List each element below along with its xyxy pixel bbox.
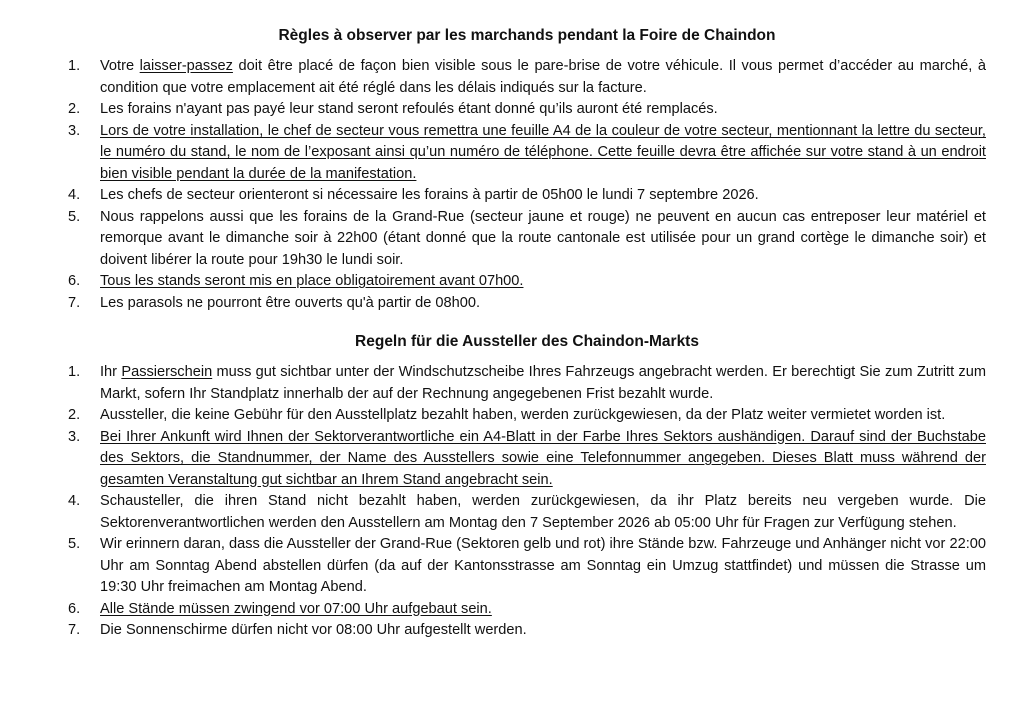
french-rule-6 bbox=[68, 271, 986, 293]
rule-text: Nous rappelons aussi que les forains de la Grand-Rue (secteur jaune et rouge) ne peuvent en aucun cas entreposer leur matériel et remorque avant le dimanche soir à 22h00 (étant donné que la route cantonale est utilisée pour un grand cortège le dimanche soir) et doivent libérer la route pour 19h30 le lundi soir. bbox=[100, 208, 986, 268]
rule-text: Les forains n'ayant pas payé leur stand seront refoulés étant donné qu’ils auront été remplacés. bbox=[100, 101, 718, 117]
rule-text-underlined: Tous les stands seront mis en place obligatoirement avant 07h00. bbox=[100, 273, 524, 289]
rule-text-underlined: Bei Ihrer Ankunft wird Ihnen der Sektorverantwortliche ein A4-Blatt in der Farbe Ihres Sektors aushändigen. Darauf sind der Buchstabe des Sektors, die Standnummer, der Name des Ausstellers sowie eine Telefonnummer angegeben. Dieses Blatt muss während der gesamten Veranstaltung gut sichtbar an Ihrem Stand angebracht sein. bbox=[100, 428, 986, 488]
french-rule-5 bbox=[68, 207, 986, 272]
french-rule-7 bbox=[68, 293, 986, 315]
french-rule-2 bbox=[68, 99, 986, 121]
german-rule-2 bbox=[68, 405, 986, 427]
rule-text-post: doit être placé de façon bien visible sous le pare-brise de votre véhicule. Il vous permet d’accéder au marché, à condition que votre emplacement ait été réglé dans les délais indiqués sur la facture. bbox=[100, 58, 986, 96]
french-rules-section bbox=[68, 26, 986, 314]
rule-number: 5. bbox=[68, 208, 81, 225]
german-rule-3 bbox=[68, 427, 986, 492]
rule-number: 1. bbox=[68, 58, 81, 74]
rule-number: 6. bbox=[68, 273, 81, 289]
german-section-title: Regeln für die Aussteller des Chaindon-Markts bbox=[355, 333, 699, 350]
rule-text: Schausteller, die ihren Stand nicht bezahlt haben, werden zurückgewiesen, da ihr Platz bereits neu vergeben wurde. Die Sektorenverantwortlichen werden den Ausstellern am Montag den 7 September 2026 ab 05:00 Uhr für Fragen zur Verfügung stehen. bbox=[100, 493, 986, 531]
passierschein-term: Passierschein bbox=[121, 364, 213, 380]
german-rule-1 bbox=[68, 362, 986, 405]
rule-text-pre: Votre bbox=[100, 58, 140, 74]
rule-number: 5. bbox=[68, 536, 81, 552]
french-rule-3 bbox=[68, 121, 986, 186]
rule-text: Les chefs de secteur orienteront si nécessaire les forains à partir de 05h00 le lundi 7 septembre 2026. bbox=[100, 187, 759, 203]
rule-text-underlined: Alle Stände müssen zwingend vor 07:00 Uhr aufgebaut sein. bbox=[100, 600, 492, 617]
rule-text-underlined: Lors de votre installation, le chef de secteur vous remettra une feuille A4 de la couleur de votre secteur, mentionnant la lettre du secteur, le numéro du stand, le nom de l’exposant ainsi qu’un numéro de téléphone. Cette feuille devra être affichée sur votre stand à un endroit bien visible pendant la durée de la manifestation. bbox=[100, 122, 986, 182]
rule-text: Aussteller, die keine Gebühr für den Ausstellplatz bezahlt haben, werden zurückgewiesen, da der Platz weiter vermietet worden ist. bbox=[100, 407, 946, 423]
german-rule-7 bbox=[68, 620, 986, 642]
rule-number: 4. bbox=[68, 187, 81, 203]
laisser-passez-term: laisser-passez bbox=[139, 58, 233, 74]
german-rule-4 bbox=[68, 491, 986, 534]
rule-number: 3. bbox=[68, 122, 81, 139]
rule-number: 7. bbox=[68, 294, 81, 311]
french-rule-4 bbox=[68, 185, 986, 207]
french-rule-1 bbox=[68, 56, 986, 99]
rule-text: Les parasols ne pourront être ouverts qu'à partir de 08h00. bbox=[100, 294, 481, 311]
rule-number: 2. bbox=[68, 407, 81, 423]
french-rules-list bbox=[68, 56, 986, 314]
german-rule-5 bbox=[68, 534, 986, 599]
rule-number: 4. bbox=[68, 493, 81, 509]
rule-text-post: muss gut sichtbar unter der Windschutzscheibe Ihres Fahrzeugs angebracht werden. Er berechtigt Sie zum Zutritt zum Markt, sofern Ihr Standplatz innerhalb der auf der Rechnung angegebenen Frist bezahlt wurde. bbox=[100, 364, 986, 402]
rule-text: Wir erinnern daran, dass die Aussteller der Grand-Rue (Sektoren gelb und rot) ihre Stände bzw. Fahrzeuge und Anhänger nicht vor 22:00 Uhr am Sonntag Abend abstellen dürfen (da auf der Kantonsstrasse am Sonntag ein Umzug stattfindet) und müssen die Strasse um 19:30 Uhr freimachen am Montag Abend. bbox=[100, 536, 986, 595]
german-rules-list bbox=[68, 362, 986, 642]
rule-text: Die Sonnenschirme dürfen nicht vor 08:00 Uhr aufgestellt werden. bbox=[100, 622, 527, 638]
rule-text-pre: Ihr bbox=[100, 364, 122, 380]
rule-number: 7. bbox=[68, 622, 81, 638]
rule-number: 3. bbox=[68, 428, 81, 445]
german-rules-section bbox=[68, 332, 986, 642]
french-section-title: Règles à observer par les marchands pendant la Foire de Chaindon bbox=[278, 27, 776, 44]
rule-number: 6. bbox=[68, 600, 81, 617]
rule-number: 1. bbox=[68, 364, 81, 380]
german-rule-6 bbox=[68, 599, 986, 621]
rule-number: 2. bbox=[68, 101, 81, 117]
